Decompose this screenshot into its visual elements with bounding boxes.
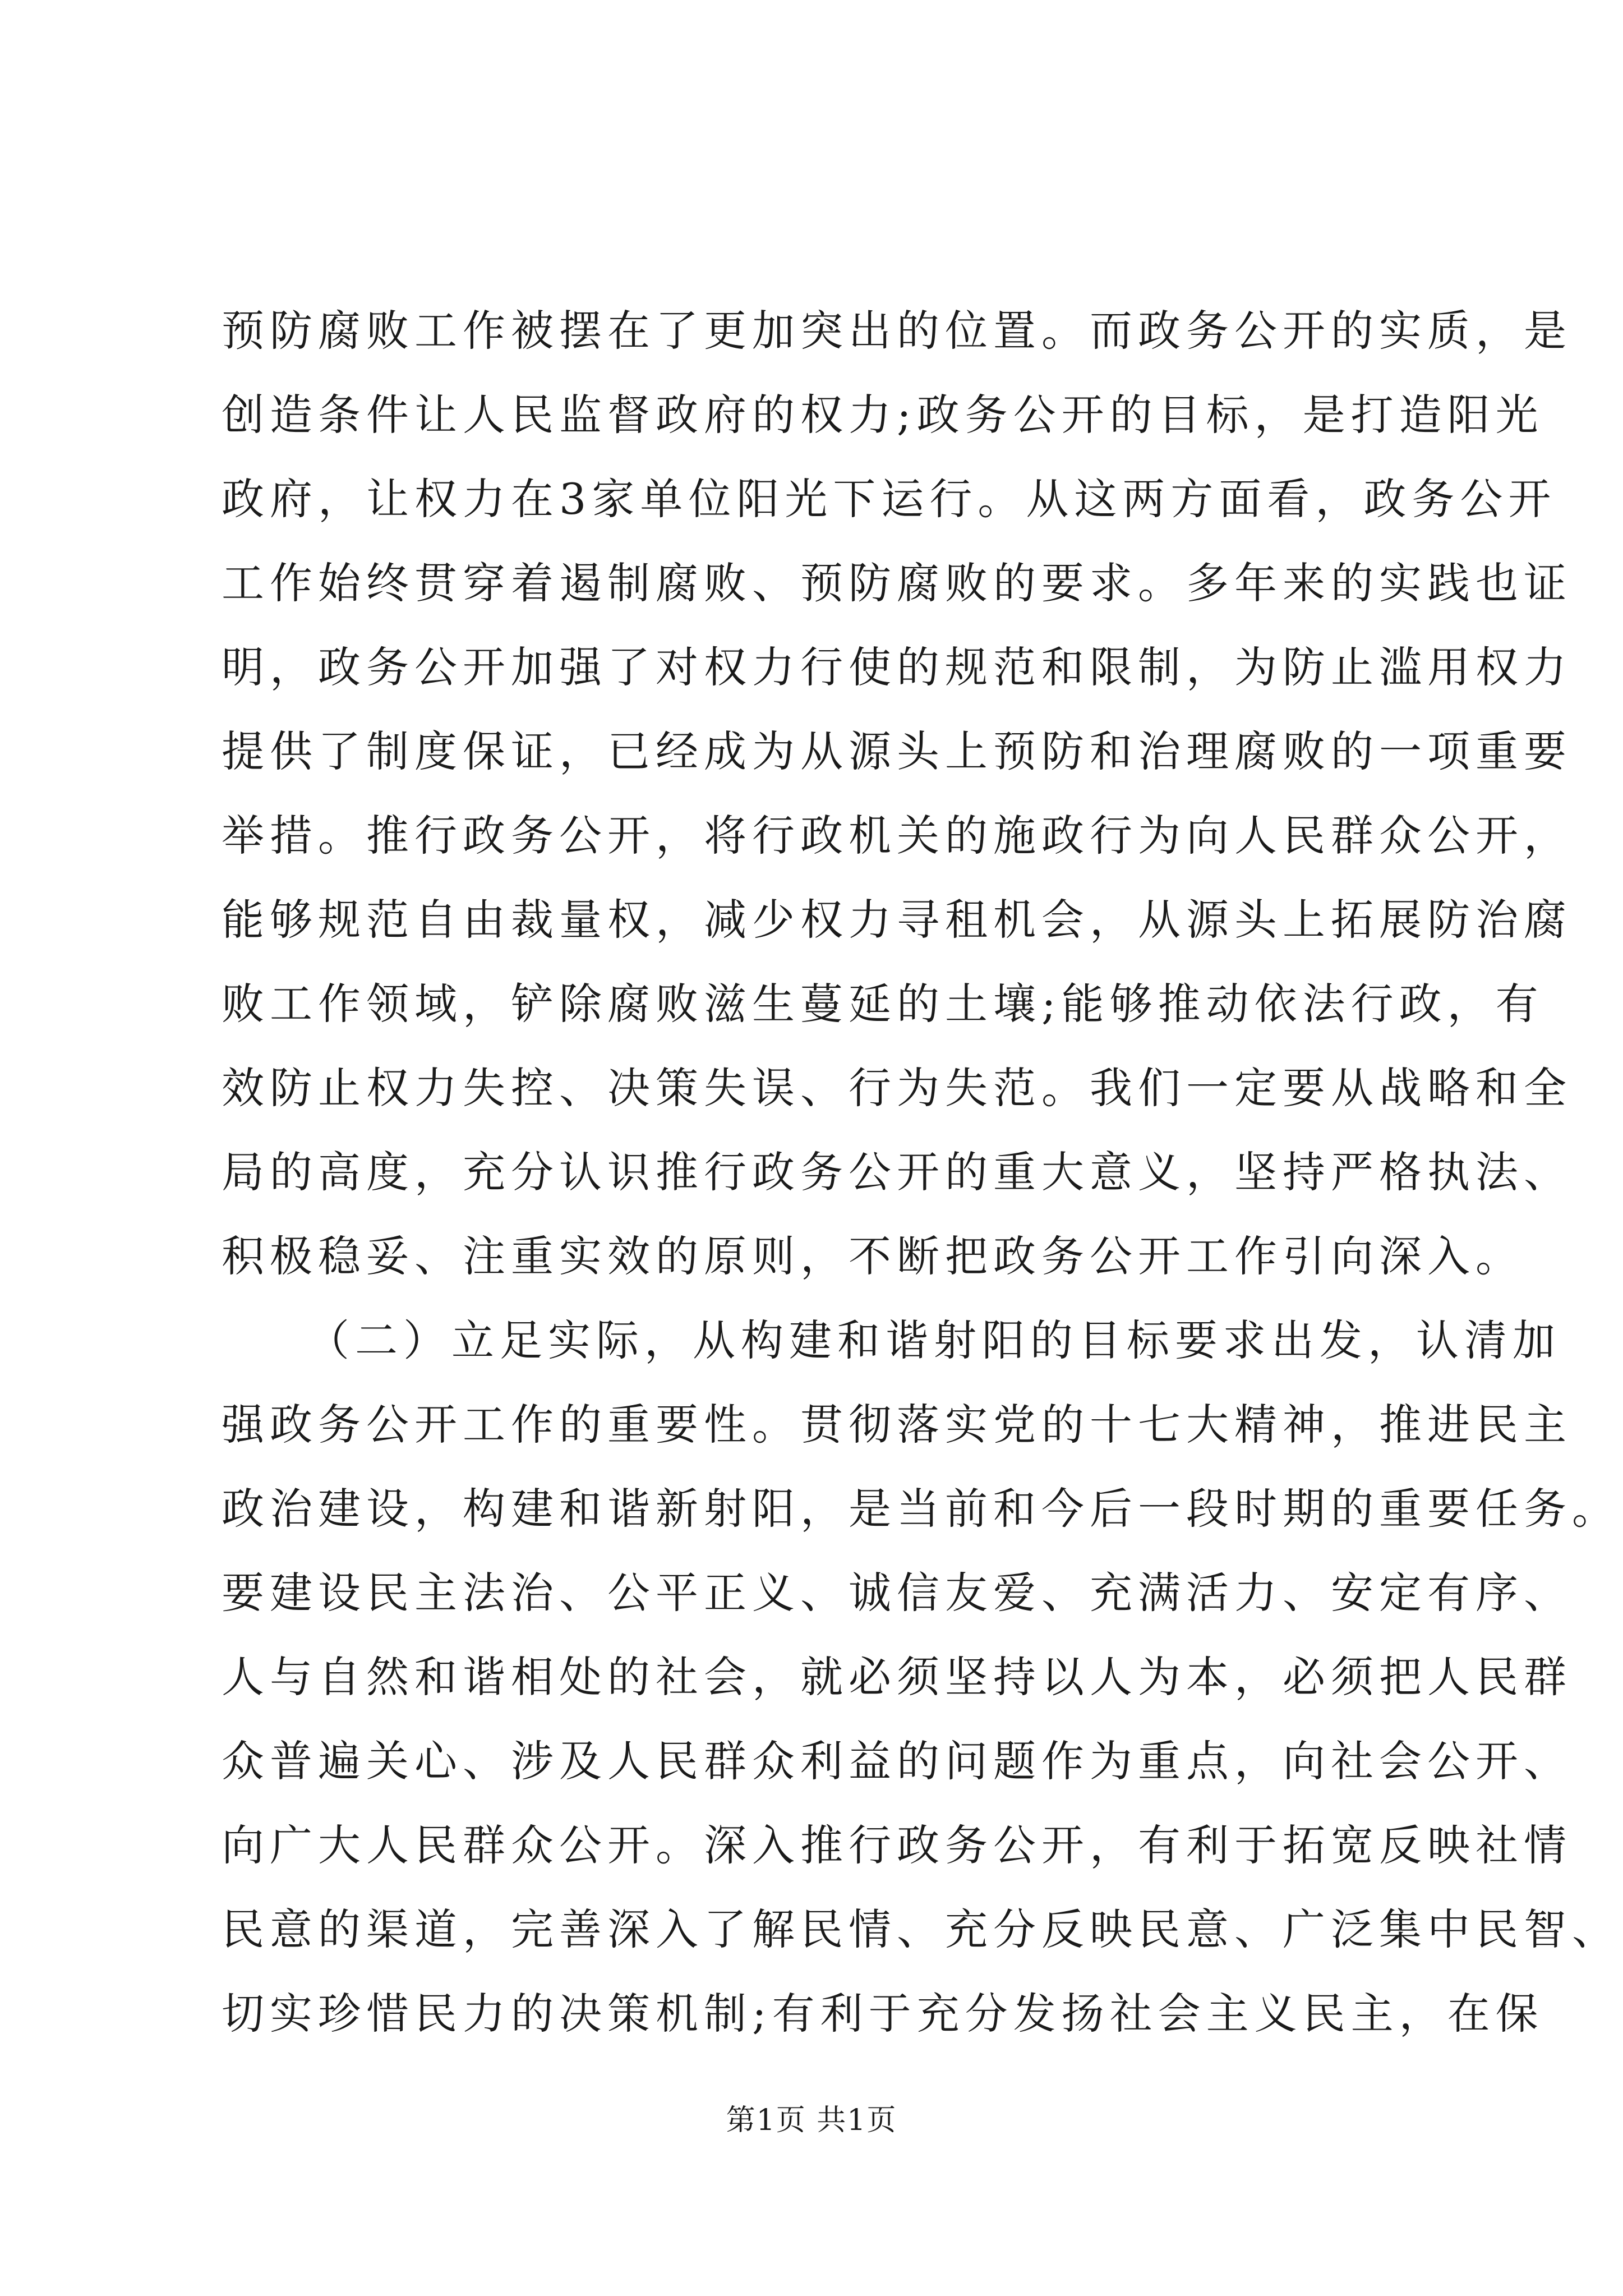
text-line: 举措。推行政务公开，将行政机关的施政行为向人民群众公开， (222, 811, 1572, 861)
text-line: 政府，让权力在3家单位阳光下运行。从这两方面看，政务公开 (222, 474, 1557, 524)
section-heading-line: （二）立足实际，从构建和谐射阳的目标要求出发，认清加 (307, 1315, 1561, 1365)
text-line: 强政务公开工作的重要性。贯彻落实党的十七大精神，推进民主 (222, 1400, 1572, 1450)
text-line: 切实珍惜民力的决策机制;有利于充分发扬社会主义民主，在保 (222, 1989, 1544, 2039)
text-line: 人与自然和谐相处的社会，就必须坚持以人为本，必须把人民群 (222, 1652, 1572, 1702)
text-line: 众普遍关心、涉及人民群众利益的问题作为重点，向社会公开、 (222, 1736, 1572, 1786)
text-line: 能够规范自由裁量权，减少权力寻租机会，从源头上拓展防治腐 (222, 895, 1572, 945)
text-line: 创造条件让人民监督政府的权力;政务公开的目标，是打造阳光 (222, 390, 1544, 440)
text-line: 向广大人民群众公开。深入推行政务公开，有利于拓宽反映社情 (222, 1820, 1572, 1870)
text-line: 局的高度，充分认识推行政务公开的重大意义，坚持严格执法、 (222, 1147, 1572, 1197)
body-text (222, 289, 1620, 2056)
text-line: 效防止权力失控、决策失误、行为失范。我们一定要从战略和全 (222, 1063, 1572, 1113)
text-line: 要建设民主法治、公平正义、诚信友爱、充满活力、安定有序、 (222, 1568, 1572, 1618)
text-line: 败工作领域，铲除腐败滋生蔓延的土壤;能够推动依法行政，有 (222, 979, 1544, 1029)
page-footer: 第1页 共1页 (726, 2104, 897, 2137)
text-line: 明，政务公开加强了对权力行使的规范和限制，为防止滥用权力 (222, 642, 1572, 692)
text-line: 工作始终贯穿着遏制腐败、预防腐败的要求。多年来的实践也证 (222, 558, 1572, 608)
text-line: 预防腐败工作被摆在了更加突出的位置。而政务公开的实质，是 (222, 306, 1572, 356)
text-line: 积极稳妥、注重实效的原则，不断把政务公开工作引向深入。 (222, 1231, 1524, 1281)
text-line: 政治建设，构建和谐新射阳，是当前和今后一段时期的重要任务。 (222, 1484, 1620, 1534)
text-line: 民意的渠道，完善深入了解民情、充分反映民意、广泛集中民智、 (222, 1904, 1620, 1954)
text-line: 提供了制度保证，已经成为从源头上预防和治理腐败的一项重要 (222, 726, 1572, 776)
